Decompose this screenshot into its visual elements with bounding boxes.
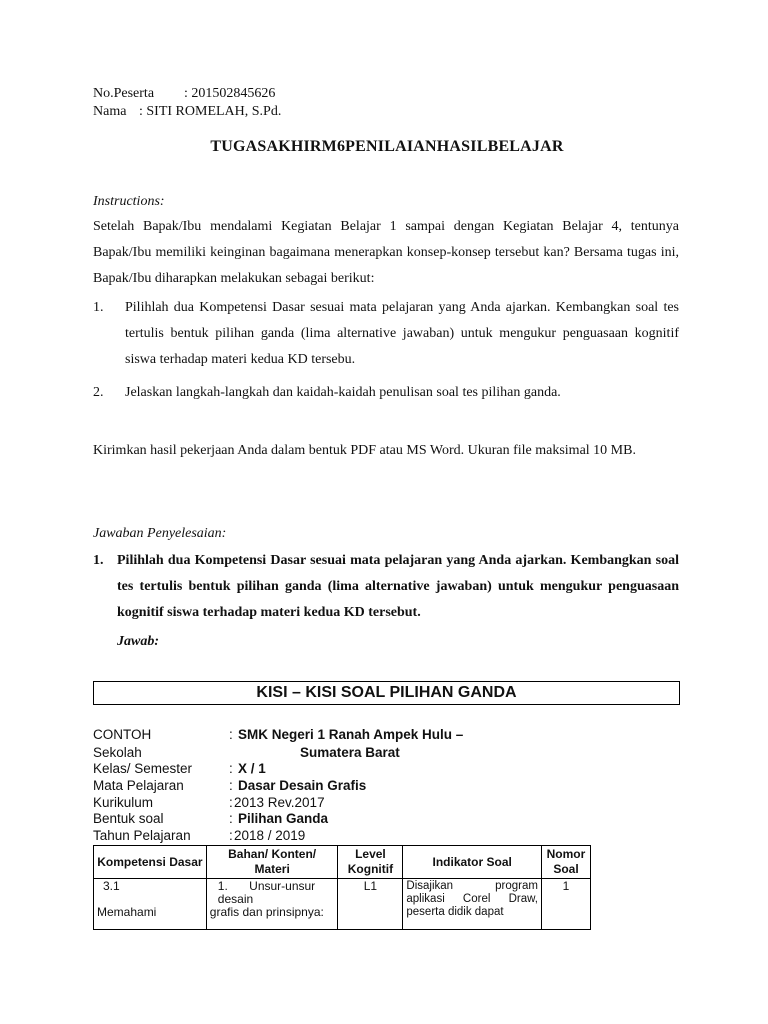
materi-line [210,880,335,906]
header-materi: Bahan/ Konten/ Materi [206,846,338,879]
peserta-line [93,86,275,102]
cell-nomor: 1 [541,879,590,930]
answer-question-number: 1. [93,553,104,568]
bentuk-value: Pilihan Ganda [238,811,329,826]
sekolah-label: Sekolah [93,745,142,760]
kelas-label: Kelas/ Semester [93,761,193,776]
colon: : [229,828,233,843]
answer-question [93,548,679,626]
page-title: TUGASAKHIRM6PENILAIANHASILBELAJAR [210,138,564,155]
instructions-intro: Setelah Bapak/Ibu mendalami Kegiatan Belajar 1 sampai dengan Kegiatan Belajar 4, tentunya Bapak/Ibu memiliki keinginan bagaimana menerapkan konsep-konsep tersebut kan? Bersama tugas ini, Bapak/Ibu diharapkan melakukan sebagai berikut: [93,219,679,286]
colon: : [229,761,233,776]
peserta-value: : 201502845626 [184,86,276,101]
kurikulum-value: 2013 Rev.2017 [234,795,325,810]
instruction-item-text: Jelaskan langkah-langkah dan kaidah-kaidah penulisan soal tes pilihan ganda. [125,385,561,400]
instruction-item-number: 2. [93,385,104,400]
mapel-label: Mata Pelajaran [93,778,184,793]
materi-text-2: grafis dan prinsipnya: [209,905,324,919]
cell-level: L1 [338,879,403,930]
kisi-title: KISI – KISI SOAL PILIHAN GANDA [93,681,680,705]
header-level-kognitif: Level Kognitif [338,846,403,879]
kurikulum-label: Kurikulum [93,795,154,810]
sekolah-value: SMK Negeri 1 Ranah Ampek Hulu – [238,727,464,742]
tahun-value: 2018 / 2019 [234,828,306,843]
answer-question-text: Pilihlah dua Kompetensi Dasar sesuai mata pelajaran yang Anda ajarkan. Kembangkan soal tes tertulis bentuk pilihan ganda (lima alternative jawaban) untuk mengukur penguasaan kognitif siswa terhadap materi kedua KD tersebut. [117,553,679,620]
nama-label: Nama [93,104,127,119]
sekolah-value-2: Sumatera Barat [300,745,400,760]
table-header-row [94,846,591,879]
colon: : [229,727,233,742]
colon: : [229,795,233,810]
contoh-label: CONTOH [93,727,152,742]
materi-text: Unsur-unsur desain [217,879,316,906]
kd-number: 3.1 [103,879,120,893]
instruction-item-text: Pilihlah dua Kompetensi Dasar sesuai mata pelajaran yang Anda ajarkan. Kembangkan soal tes tertulis bentuk pilihan ganda (lima alternative jawaban) untuk mengukur penguasaan kognitif siswa terhadap materi kedua KD tersebu. [125,300,679,367]
jawab-label: Jawab: [117,634,159,649]
bentuk-label: Bentuk soal [93,811,164,826]
header-nomor-soal: Nomor Soal [541,846,590,879]
mapel-value: Dasar Desain Grafis [238,778,367,793]
instruction-item-number: 1. [93,300,104,315]
cell-indikator: Disajikan program aplikasi Corel Draw, peserta didik dapat [403,879,542,930]
cell-kd [94,879,207,930]
colon: : [229,811,233,826]
submission-note: Kirimkan hasil pekerjaan Anda dalam bentuk PDF atau MS Word. Ukuran file maksimal 10 MB. [93,443,636,458]
tahun-label: Tahun Pelajaran [93,828,191,843]
kelas-value: X / 1 [238,761,266,776]
materi-number: 1. [217,879,228,893]
kd-text: Memahami [97,905,157,919]
header-kompetensi-dasar: Kompetensi Dasar [94,846,207,879]
nama-value: : SITI ROMELAH, S.Pd. [139,104,282,119]
table-row [94,879,591,930]
cell-materi [206,879,338,930]
nama-line [93,104,281,120]
peserta-label: No.Peserta [93,86,155,101]
answers-heading: Jawaban Penyelesaian: [93,526,227,541]
instruction-item [93,380,679,406]
instructions-heading: Instructions: [93,194,165,209]
colon: : [229,778,233,793]
instruction-item [93,295,679,373]
kisi-table [93,845,591,930]
header-indikator-soal: Indikator Soal [403,846,542,879]
